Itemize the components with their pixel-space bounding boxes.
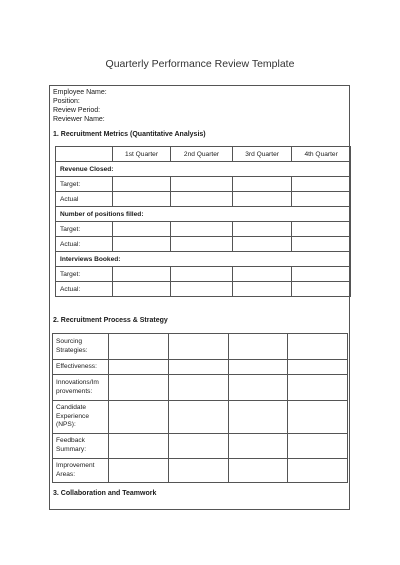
group-row [56,207,351,222]
input-cell[interactable] [228,434,288,459]
row-label: Improvement Areas: [53,459,109,483]
input-cell[interactable] [171,267,233,282]
input-cell[interactable] [113,282,171,297]
review-form [49,85,350,510]
input-cell[interactable] [232,222,291,237]
input-cell[interactable] [292,282,351,297]
row-label: Sourcing Strategies: [53,334,109,360]
input-cell[interactable] [171,177,233,192]
input-cell[interactable] [168,459,228,483]
row-label: Target: [56,267,113,282]
input-cell[interactable] [113,192,171,207]
input-cell[interactable] [292,192,351,207]
position-label: Position: [53,98,80,105]
input-cell[interactable] [228,375,288,401]
quarter-header: 2nd Quarter [171,147,233,162]
input-cell[interactable] [292,237,351,252]
input-cell[interactable] [109,459,169,483]
input-cell[interactable] [109,434,169,459]
group-row [56,162,351,177]
input-cell[interactable] [171,282,233,297]
input-cell[interactable] [232,177,291,192]
row-label: Feedback Summary: [53,434,109,459]
input-cell[interactable] [109,334,169,360]
page-title: Quarterly Performance Review Template [105,58,295,70]
review-period-label: Review Period: [53,107,101,114]
table-row [53,375,348,401]
input-cell[interactable] [109,360,169,375]
table-row [53,434,348,459]
table-row [56,267,351,282]
header-blank-cell [56,147,113,162]
input-cell[interactable] [288,434,348,459]
row-label: Innovations/Im provements: [53,375,109,401]
quarter-header: 4th Quarter [292,147,351,162]
input-cell[interactable] [288,375,348,401]
input-cell[interactable] [228,360,288,375]
input-cell[interactable] [232,237,291,252]
row-label: Target: [56,177,113,192]
recruitment-metrics-table [55,146,351,297]
input-cell[interactable] [168,401,228,434]
section-3-heading: 3. Collaboration and Teamwork [53,490,157,497]
input-cell[interactable] [171,237,233,252]
input-cell[interactable] [109,401,169,434]
employee-info [53,88,107,124]
table-row [56,237,351,252]
table-row [56,222,351,237]
input-cell[interactable] [292,177,351,192]
input-cell[interactable] [168,360,228,375]
table-row [53,334,348,360]
group-title: Number of positions filled: [56,207,351,222]
input-cell[interactable] [228,401,288,434]
input-cell[interactable] [288,459,348,483]
row-label: Actual [56,192,113,207]
row-label: Target: [56,222,113,237]
table-header-row [56,147,351,162]
quarter-header: 1st Quarter [113,147,171,162]
section-1-heading: 1. Recruitment Metrics (Quantitative Analysis) [53,131,206,138]
input-cell[interactable] [228,459,288,483]
input-cell[interactable] [232,282,291,297]
row-label: Effectiveness: [53,360,109,375]
input-cell[interactable] [109,375,169,401]
row-label: Actual: [56,237,113,252]
group-title: Revenue Closed: [56,162,351,177]
table-row [53,459,348,483]
section-2-heading: 2. Recruitment Process & Strategy [53,317,168,324]
input-cell[interactable] [113,267,171,282]
input-cell[interactable] [288,360,348,375]
reviewer-name-label: Reviewer Name: [53,116,105,123]
row-label: Actual: [56,282,113,297]
group-row [56,252,351,267]
input-cell[interactable] [292,267,351,282]
input-cell[interactable] [168,434,228,459]
table-row [56,282,351,297]
input-cell[interactable] [171,192,233,207]
input-cell[interactable] [113,177,171,192]
input-cell[interactable] [288,334,348,360]
input-cell[interactable] [232,267,291,282]
row-label: Candidate Experience (NPS): [53,401,109,434]
group-title: Interviews Booked: [56,252,351,267]
table-row [56,192,351,207]
input-cell[interactable] [168,334,228,360]
input-cell[interactable] [228,334,288,360]
table-row [56,177,351,192]
table-row [53,360,348,375]
input-cell[interactable] [168,375,228,401]
table-row [53,401,348,434]
input-cell[interactable] [232,192,291,207]
input-cell[interactable] [288,401,348,434]
input-cell[interactable] [292,222,351,237]
quarter-header: 3rd Quarter [232,147,291,162]
input-cell[interactable] [113,237,171,252]
employee-name-label: Employee Name: [53,89,107,96]
recruitment-process-table [52,333,348,483]
input-cell[interactable] [113,222,171,237]
input-cell[interactable] [171,222,233,237]
